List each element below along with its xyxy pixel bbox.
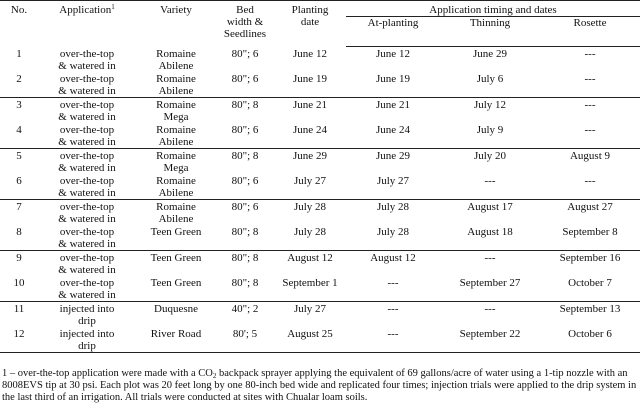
row-at-planting: --- — [346, 327, 440, 353]
row-no: 11 — [0, 302, 38, 328]
table-row — [0, 47, 640, 73]
row-rosette: October 7 — [568, 277, 612, 289]
row-planting-date: June 21 — [274, 98, 346, 124]
row-variety: Teen Green — [150, 277, 202, 289]
table-row — [0, 225, 640, 251]
row-rosette: --- — [584, 175, 596, 187]
row-application: over-the-top & watered in — [38, 200, 136, 226]
row-variety: Duquesne — [136, 302, 216, 328]
row-no: 2 — [16, 73, 22, 85]
row-at-planting: July 28 — [376, 226, 410, 238]
row-rosette: September 16 — [540, 251, 640, 277]
row-planting-date: July 28 — [293, 226, 327, 238]
row-no: 8 — [16, 226, 22, 238]
row-bed: 80"; 8 — [231, 226, 259, 238]
table-row — [0, 72, 640, 98]
row-bed: 80"; 8 — [216, 251, 274, 277]
row-variety: Teen Green — [150, 226, 202, 238]
row-bed: 80"; 6 — [231, 73, 259, 85]
row-application: over-the-top & watered in — [58, 175, 116, 199]
row-no: 5 — [0, 149, 38, 175]
row-thinning: --- — [440, 251, 540, 277]
row-no: 10 — [13, 277, 25, 289]
row-bed: 80"; 8 — [231, 277, 259, 289]
row-at-planting: August 12 — [346, 251, 440, 277]
row-planting-date: September 1 — [282, 277, 338, 289]
row-variety: Teen Green — [136, 251, 216, 277]
table-row — [0, 200, 640, 226]
col-header-no: No. — [0, 1, 38, 47]
row-bed: 80'; 5 — [216, 327, 274, 353]
row-application: over-the-top & watered in — [58, 124, 116, 148]
col-header-variety: Variety — [136, 1, 216, 47]
col-header-application: Application$^1$ — [38, 1, 136, 47]
table-row — [0, 174, 640, 200]
row-thinning: --- — [440, 302, 540, 328]
col-header-planting: Planting date — [274, 1, 346, 47]
col-header-bed: Bed width & Seedlines — [216, 1, 274, 47]
row-rosette: --- — [584, 48, 596, 60]
row-rosette: September 13 — [540, 302, 640, 328]
table-row — [0, 123, 640, 149]
row-thinning: July 9 — [476, 124, 504, 136]
table-footnote: 1 – over-the-top application were made with a $CO_2$ backpack sprayer applying the equivalent of 69 gallons/acre of water using a 1-tip nozzle with an 8008EVS tip at 30 psi. Each plot was 20 feet long by one 80-inch bed wide and replicated four times; injection trials were applied to the drip system in the last third of an irrigation. All trials were conducted at sites with Chualar loam soils. — [2, 368, 637, 403]
row-no: 7 — [0, 200, 38, 226]
col-header-at-planting: At-planting — [346, 17, 440, 47]
row-at-planting: --- — [346, 302, 440, 328]
row-bed: 80"; 6 — [231, 175, 259, 187]
row-bed: 80"; 6 — [216, 200, 274, 226]
row-application: over-the-top & watered in — [58, 73, 116, 97]
row-variety: Romaine Abilene — [156, 175, 196, 199]
row-planting-date: July 27 — [293, 175, 327, 187]
row-rosette: --- — [584, 124, 596, 136]
row-variety: Romaine Mega — [136, 149, 216, 175]
row-variety: Romaine Abilene — [136, 200, 216, 226]
row-at-planting: June 29 — [346, 149, 440, 175]
row-planting-date: June 24 — [293, 124, 327, 136]
row-rosette: --- — [584, 73, 596, 85]
row-thinning: July 6 — [476, 73, 504, 85]
table-row — [0, 302, 640, 328]
row-application: over-the-top & watered in — [58, 47, 116, 72]
row-thinning: June 29 — [473, 48, 507, 60]
row-planting-date: July 27 — [274, 302, 346, 328]
row-application: over-the-top & watered in — [58, 226, 116, 250]
row-no: 6 — [16, 175, 22, 187]
row-thinning: --- — [484, 175, 496, 187]
row-variety: Romaine Abilene — [156, 47, 196, 72]
row-application: over-the-top & watered in — [58, 277, 116, 301]
row-thinning: September 22 — [440, 327, 540, 353]
col-header-rosette: Rosette — [540, 17, 640, 47]
row-application: over-the-top & watered in — [38, 251, 136, 277]
table-row — [0, 149, 640, 175]
row-at-planting: July 28 — [346, 200, 440, 226]
row-no: 3 — [0, 98, 38, 124]
row-thinning: July 20 — [440, 149, 540, 175]
row-bed: 80"; 6 — [231, 47, 259, 60]
row-thinning: August 17 — [440, 200, 540, 226]
col-header-timing-group: Application timing and dates — [346, 1, 640, 17]
row-no: 12 — [0, 327, 38, 353]
row-variety: Romaine Abilene — [156, 124, 196, 148]
row-rosette: August 27 — [540, 200, 640, 226]
row-planting-date: August 12 — [274, 251, 346, 277]
row-thinning: September 27 — [459, 277, 521, 289]
row-thinning: August 18 — [467, 226, 513, 238]
table-row — [0, 276, 640, 302]
table-row — [0, 327, 640, 353]
row-thinning: July 12 — [440, 98, 540, 124]
row-variety: Romaine Abilene — [156, 73, 196, 97]
table-row — [0, 98, 640, 124]
row-rosette: October 6 — [540, 327, 640, 353]
row-rosette: September 8 — [562, 226, 618, 238]
row-bed: 80"; 8 — [216, 98, 274, 124]
row-no: 9 — [0, 251, 38, 277]
row-rosette: August 9 — [540, 149, 640, 175]
row-variety: River Road — [136, 327, 216, 353]
row-planting-date: August 25 — [274, 327, 346, 353]
row-at-planting: June 24 — [376, 124, 410, 136]
row-bed: 80"; 8 — [216, 149, 274, 175]
row-application: injected into drip — [38, 302, 136, 328]
row-planting-date: June 19 — [293, 73, 327, 85]
row-application: over-the-top & watered in — [38, 98, 136, 124]
row-rosette: --- — [540, 98, 640, 124]
row-at-planting: --- — [387, 277, 399, 289]
col-header-thinning: Thinning — [440, 17, 540, 47]
row-planting-date: June 12 — [293, 47, 327, 60]
table-row — [0, 251, 640, 277]
row-at-planting: June 12 — [376, 48, 410, 60]
row-application: over-the-top & watered in — [38, 149, 136, 175]
row-planting-date: July 28 — [274, 200, 346, 226]
row-application: injected into drip — [38, 327, 136, 353]
row-bed: 80"; 6 — [231, 124, 259, 136]
row-variety: Romaine Mega — [136, 98, 216, 124]
row-at-planting: June 19 — [376, 73, 410, 85]
row-no: 1 — [16, 47, 22, 60]
row-at-planting: July 27 — [376, 175, 410, 187]
row-bed: 40"; 2 — [216, 302, 274, 328]
row-planting-date: June 29 — [274, 149, 346, 175]
row-at-planting: June 21 — [346, 98, 440, 124]
row-no: 4 — [16, 124, 22, 136]
